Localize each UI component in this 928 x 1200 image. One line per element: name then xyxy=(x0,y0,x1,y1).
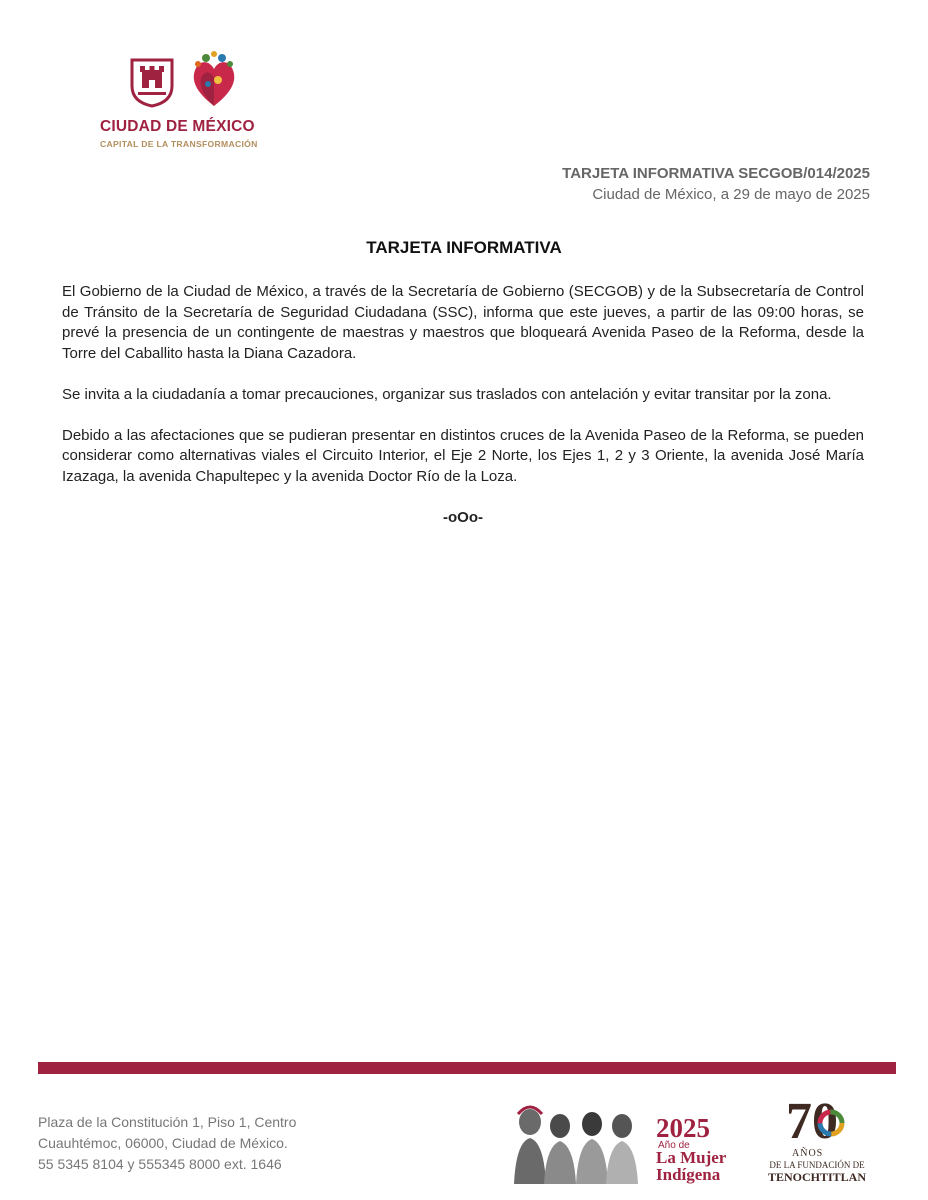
mujer-indigena-logo xyxy=(508,1096,730,1186)
paragraph: Se invita a la ciudadanía a tomar precauciones, organizar sus traslados con antelación y evitar transitar por la zona. xyxy=(62,385,832,403)
shield-icon xyxy=(128,56,176,108)
footer-divider xyxy=(38,1062,896,1074)
tenochtitlan-label: TENOCHTITLAN xyxy=(767,1170,867,1184)
reference-number: TARJETA INFORMATIVA SECGOB/014/2025 xyxy=(562,165,870,182)
closing-mark: -oOo- xyxy=(443,508,483,526)
fundacion-label: DE LA FUNDACIÓN DE xyxy=(769,1160,865,1170)
anniversary-number: 70 xyxy=(786,1093,838,1150)
cdmx-logo xyxy=(100,48,300,158)
heart-icon xyxy=(188,50,240,110)
logo-tagline: CAPITAL DE LA TRANSFORMACIÓN xyxy=(100,139,258,149)
mujer-line: La Mujer xyxy=(656,1148,727,1167)
women-portraits-icon xyxy=(508,1096,648,1186)
paragraph: El Gobierno de la Ciudad de México, a través de la Secretaría de Gobierno (SECGOB) y de la Subsecretaría de Control de Tránsito de la Secretaría de Seguridad Ciudadana (SSC), informa que este jueves, a partir de las 09:00 horas, se prevé la presencia de un contingente de maestras y maestros que bloqueará Avenida Paseo de la Reforma, desde la Torre del Caballito hasta la Diana Cazadora. xyxy=(62,283,864,362)
mujer-indigena-label xyxy=(656,1149,726,1183)
ano-de-label: Año de xyxy=(658,1140,690,1151)
colorful-ring-icon xyxy=(816,1108,846,1138)
reference-block xyxy=(562,164,870,206)
year-label: 2025 xyxy=(656,1113,710,1143)
address-line: Plaza de la Constitución 1, Piso 1, Centro xyxy=(38,1114,297,1130)
phone-line: 55 5345 8104 y 555345 8000 ext. 1646 xyxy=(38,1156,282,1172)
document-body xyxy=(62,282,864,549)
address-block xyxy=(38,1112,296,1175)
date-line: Ciudad de México, a 29 de mayo de 2025 xyxy=(592,186,870,203)
paragraph: Debido a las afectaciones que se pudieran presentar en distintos cruces de la Avenida Paseo de la Reforma, se pueden considerar como alternativas viales el Circuito Interior, el Eje 2 Norte, los Ejes 1, 2 y 3 Oriente, la avenida José María Izazaga, la avenida Chapultepec y la avenida Doctor Río de la Loza. xyxy=(62,426,864,485)
fundacion-tenochtitlan-logo xyxy=(752,1093,902,1186)
document-title: TARJETA INFORMATIVA xyxy=(366,238,562,257)
logo-name: CIUDAD DE MÉXICO xyxy=(100,118,255,135)
address-line: Cuauhtémoc, 06000, Ciudad de México. xyxy=(38,1135,288,1151)
indigena-line: Indígena xyxy=(656,1165,721,1184)
anos-label: AÑOS xyxy=(792,1148,824,1159)
